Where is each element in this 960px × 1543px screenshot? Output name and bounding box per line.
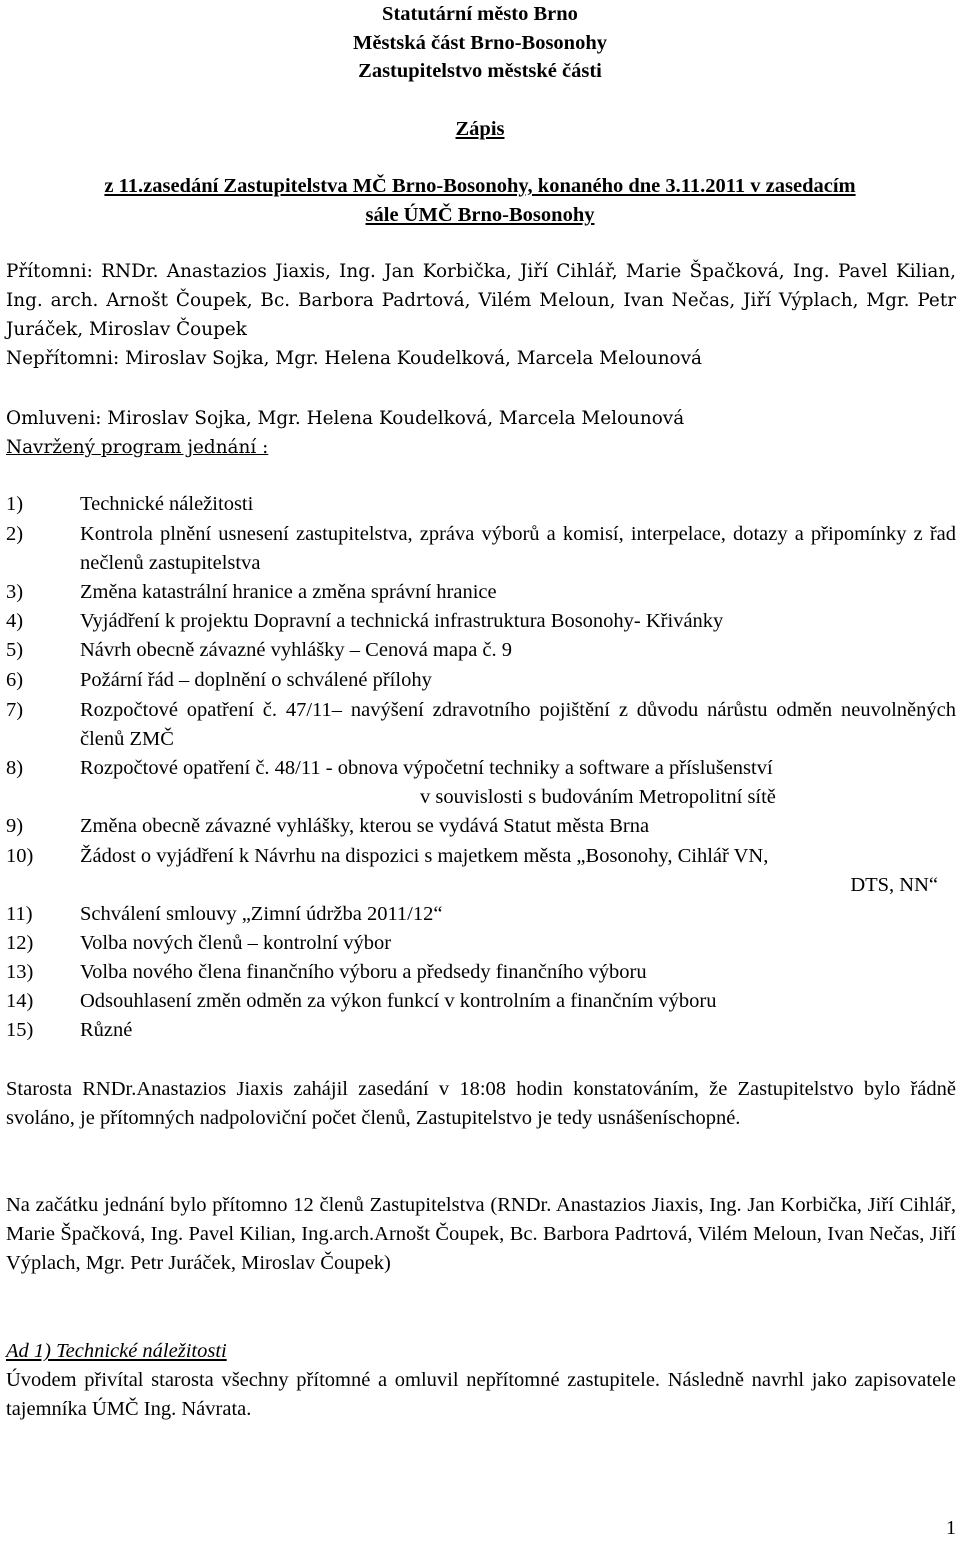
agenda-item-text: Schválení smlouvy „Zimní údržba 2011/12“ [80,903,443,925]
agenda-item-text: Rozpočtové opatření č. 48/11 - obnova výpočetní techniky a software a příslušenství [80,757,773,779]
excused-list: Omluveni: Miroslav Sojka, Mgr. Helena Koudelková, Marcela Melounová [6,408,685,429]
agenda-item-text-continuation: v souvislosti s budováním Metropolitní sítě [420,786,776,808]
section-heading-ad1: Ad 1) Technické náležitosti [6,1340,227,1362]
agenda-item-text: Žádost o vyjádření k Návrhu na dispozici s majetkem města „Bosonohy, Cihlář VN, [80,845,769,867]
header-line-council: Zastupitelstvo městské části [358,60,602,82]
agenda-item-number: 9) [6,815,24,837]
agenda-item-text: Změna obecně závazné vyhlášky, kterou se vydává Statut města Brna [80,815,650,837]
agenda-item-text: Rozpočtové opatření č. 47/11– navýšení zdravotního pojištění z důvodu nárůstu odměn neuvolněných členů ZMČ [80,699,956,750]
opening-paragraph: Starosta RNDr.Anastazios Jiaxis zahájil zasedání v 18:08 hodin konstatováním, že Zastupitelstvo bylo řádně svoláno, je přítomných nadpoloviční počet členů, Zastupitelstvo je tedy usnášeníschopné. [6,1078,956,1129]
agenda-item-text: Různé [80,1019,133,1041]
agenda-item-number: 11) [6,903,33,925]
header-line-district: Městská část Brno-Bosonohy [353,32,607,54]
agenda-item-number: 6) [6,669,24,691]
agenda-item-text: Kontrola plnění usnesení zastupitelstva, zpráva výborů a komisí, interpelace, dotazy a připomínky z řad nečlenů zastupitelstva [80,523,956,574]
agenda-item-number: 12) [6,932,34,954]
agenda-item-text: Volba nových členů – kontrolní výbor [80,932,392,954]
document-subtitle-line2: sále ÚMČ Brno-Bosonohy [365,204,595,226]
agenda-item-text: Vyjádření k projektu Dopravní a technická infrastruktura Bosonohy- Křivánky [80,610,724,632]
agenda-item-number: 2) [6,523,24,545]
document-subtitle-line1: z 11.zasedání Zastupitelstva MČ Brno-Bosonohy, konaného dne 3.11.2011 v zasedacím [104,175,856,197]
absent-list: Nepřítomni: Miroslav Sojka, Mgr. Helena Koudelková, Marcela Melounová [6,348,702,369]
agenda-item-text: Návrh obecně závazné vyhlášky – Cenová mapa č. 9 [80,639,513,661]
agenda-item-number: 3) [6,581,24,603]
agenda-item-number: 4) [6,610,24,632]
header-line-city: Statutární město Brno [382,3,578,25]
agenda-item-number: 15) [6,1019,34,1041]
agenda-item-number: 14) [6,990,34,1012]
agenda-item-number: 13) [6,961,34,983]
agenda-item-number: 7) [6,699,24,721]
ad1-paragraph: Úvodem přivítal starosta všechny přítomné a omluvil nepřítomné zastupitele. Následně navrhl jako zapisovatele tajemníka ÚMČ Ing. Návrata. [6,1369,956,1420]
agenda-item-text-continuation: DTS, NN“ [850,874,938,896]
agenda-item-text: Odsouhlasení změn odměn za výkon funkcí v kontrolním a finančním výboru [80,990,717,1012]
agenda-item-text: Volba nového člena finančního výboru a předsedy finančního výboru [80,961,647,983]
agenda-item-text: Požární řád – doplnění o schválené přílohy [80,669,432,691]
agenda-item-text: Technické náležitosti [80,493,254,515]
agenda-item-text: Změna katastrální hranice a změna správní hranice [80,581,497,603]
page-number: 1 [946,1517,956,1539]
agenda-item-number: 1) [6,493,24,515]
present-list: Přítomni: RNDr. Anastazios Jiaxis, Ing. Jan Korbička, Jiří Cihlář, Marie Špačková, Ing. Pavel Kilian, Ing. arch. Arnošt Čoupek, Bc. Barbora Padrtová, Vilém Meloun, Ivan Nečas, Jiří Výplach, Mgr. Petr Juráček, Miroslav Čoupek [6,261,956,340]
agenda-item-number: 5) [6,639,24,661]
agenda-item-number: 8) [6,757,24,779]
document-title: Zápis [455,118,505,140]
agenda-item-number: 10) [6,845,34,867]
program-heading: Navržený program jednání : [6,437,269,458]
attendance-paragraph: Na začátku jednání bylo přítomno 12 členů Zastupitelstva (RNDr. Anastazios Jiaxis, Ing. Jan Korbička, Jiří Cihlář, Marie Špačková, Ing. Pavel Kilian, Ing.arch.Arnošt Čoupek, Bc. Barbora Padrtová, Vilém Meloun, Ivan Nečas, Jiří Výplach, Mgr. Petr Juráček, Miroslav Čoupek) [6,1194,956,1274]
